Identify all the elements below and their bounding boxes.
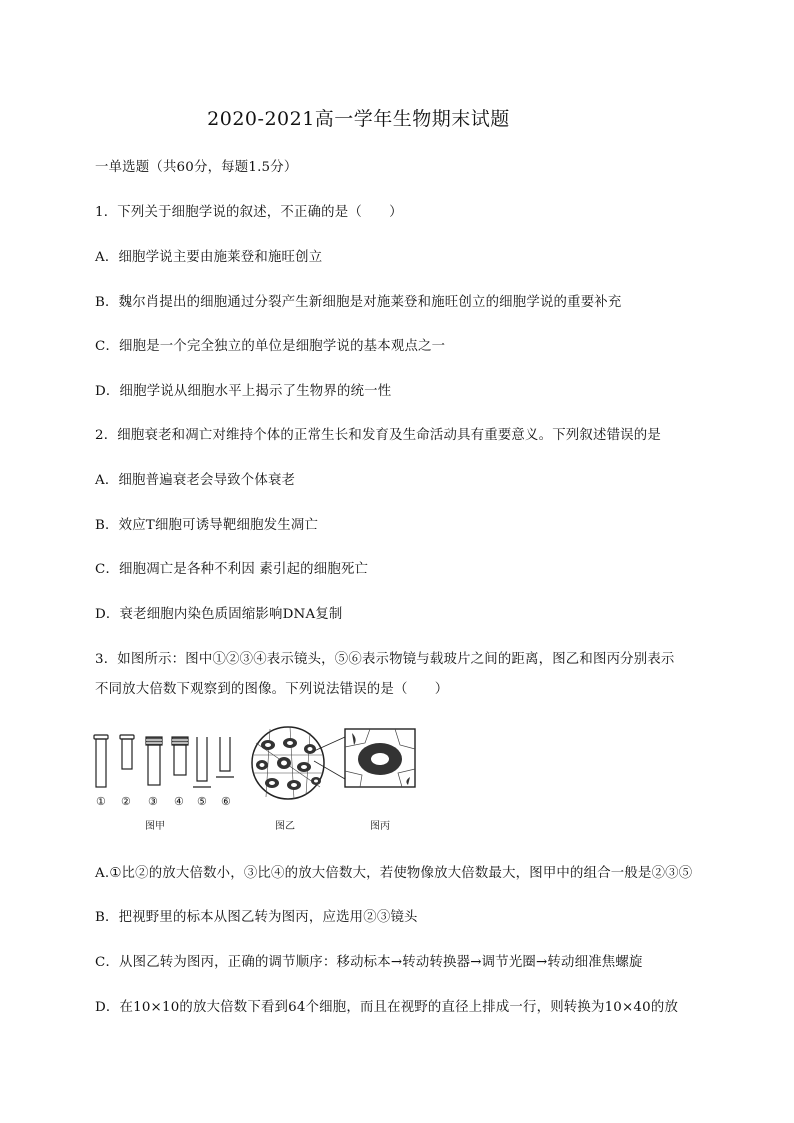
lens-3-icon — [146, 737, 162, 785]
figure-label-jia: 图甲 — [145, 821, 165, 832]
q3-option-a: A.①比②的放大倍数小，③比④的放大倍数大，若使物像放大倍数最大，图甲中的组合一般是②③⑤ — [95, 866, 693, 881]
q1-option-b: B．魏尔肖提出的细胞通过分裂产生新细胞是对施莱登和施旺创立的细胞学说的重要补充 — [95, 295, 622, 310]
page-title: 2020-2021高一学年生物期末试题 — [207, 108, 510, 130]
lens-number-2: ② — [121, 795, 131, 808]
question-3-stem-line1: 3．如图所示：图中①②③④表示镜头，⑤⑥表示物镜与载玻片之间的距离，图乙和图丙分别表示 — [95, 652, 675, 667]
figure-label-yi: 图乙 — [275, 821, 295, 832]
q3-option-c: C．从图乙转为图丙，正确的调节顺序：移动标本→转动转换器→调节光圈→转动细准焦螺旋 — [95, 955, 643, 970]
microscope-figure — [90, 725, 430, 835]
view-bing-icon — [345, 729, 415, 787]
lens-1-icon — [94, 735, 108, 787]
q3-option-d: D．在10×10的放大倍数下看到64个细胞，而且在视野的直径上排成一行，则转换为10×40的放 — [95, 1000, 679, 1015]
q2-option-d: D．衰老细胞内染色质固缩影响DNA复制 — [95, 607, 343, 622]
q3-option-b: B．把视野里的标本从图乙转为图丙，应选用②③镜头 — [95, 910, 418, 925]
view-yi-icon — [252, 727, 345, 799]
lens-2-icon — [120, 735, 134, 769]
question-1-stem: 1．下列关于细胞学说的叙述，不正确的是（ ） — [95, 205, 403, 220]
lens-number-3: ③ — [148, 795, 158, 808]
figure-label-bing: 图丙 — [370, 821, 390, 832]
lens-4-icon — [172, 737, 188, 775]
q1-option-a: A．细胞学说主要由施莱登和施旺创立 — [95, 250, 323, 265]
lens-number-6: ⑥ — [221, 795, 231, 808]
question-2-stem: 2．细胞衰老和凋亡对维持个体的正常生长和发育及生命活动具有重要意义。下列叙述错误的是 — [95, 428, 661, 443]
q1-option-c: C．细胞是一个完全独立的单位是细胞学说的基本观点之一 — [95, 339, 446, 354]
question-3-stem-line2: 不同放大倍数下观察到的图像。下列说法错误的是（ ） — [95, 682, 449, 697]
q2-option-a: A．细胞普遍衰老会导致个体衰老 — [95, 473, 296, 488]
q1-option-d: D．细胞学说从细胞水平上揭示了生物界的统一性 — [95, 384, 392, 399]
distance-6-icon — [216, 737, 234, 777]
q2-option-b: B．效应T细胞可诱导靶细胞发生凋亡 — [95, 518, 319, 533]
lens-number-1: ① — [96, 795, 106, 808]
lens-number-5: ⑤ — [197, 795, 207, 808]
section-heading: 一单选题（共60分，每题1.5分） — [95, 160, 298, 175]
distance-5-icon — [193, 737, 211, 787]
q2-option-c: C．细胞凋亡是各种不利因 素引起的细胞死亡 — [95, 562, 369, 577]
lens-number-4: ④ — [174, 795, 184, 808]
